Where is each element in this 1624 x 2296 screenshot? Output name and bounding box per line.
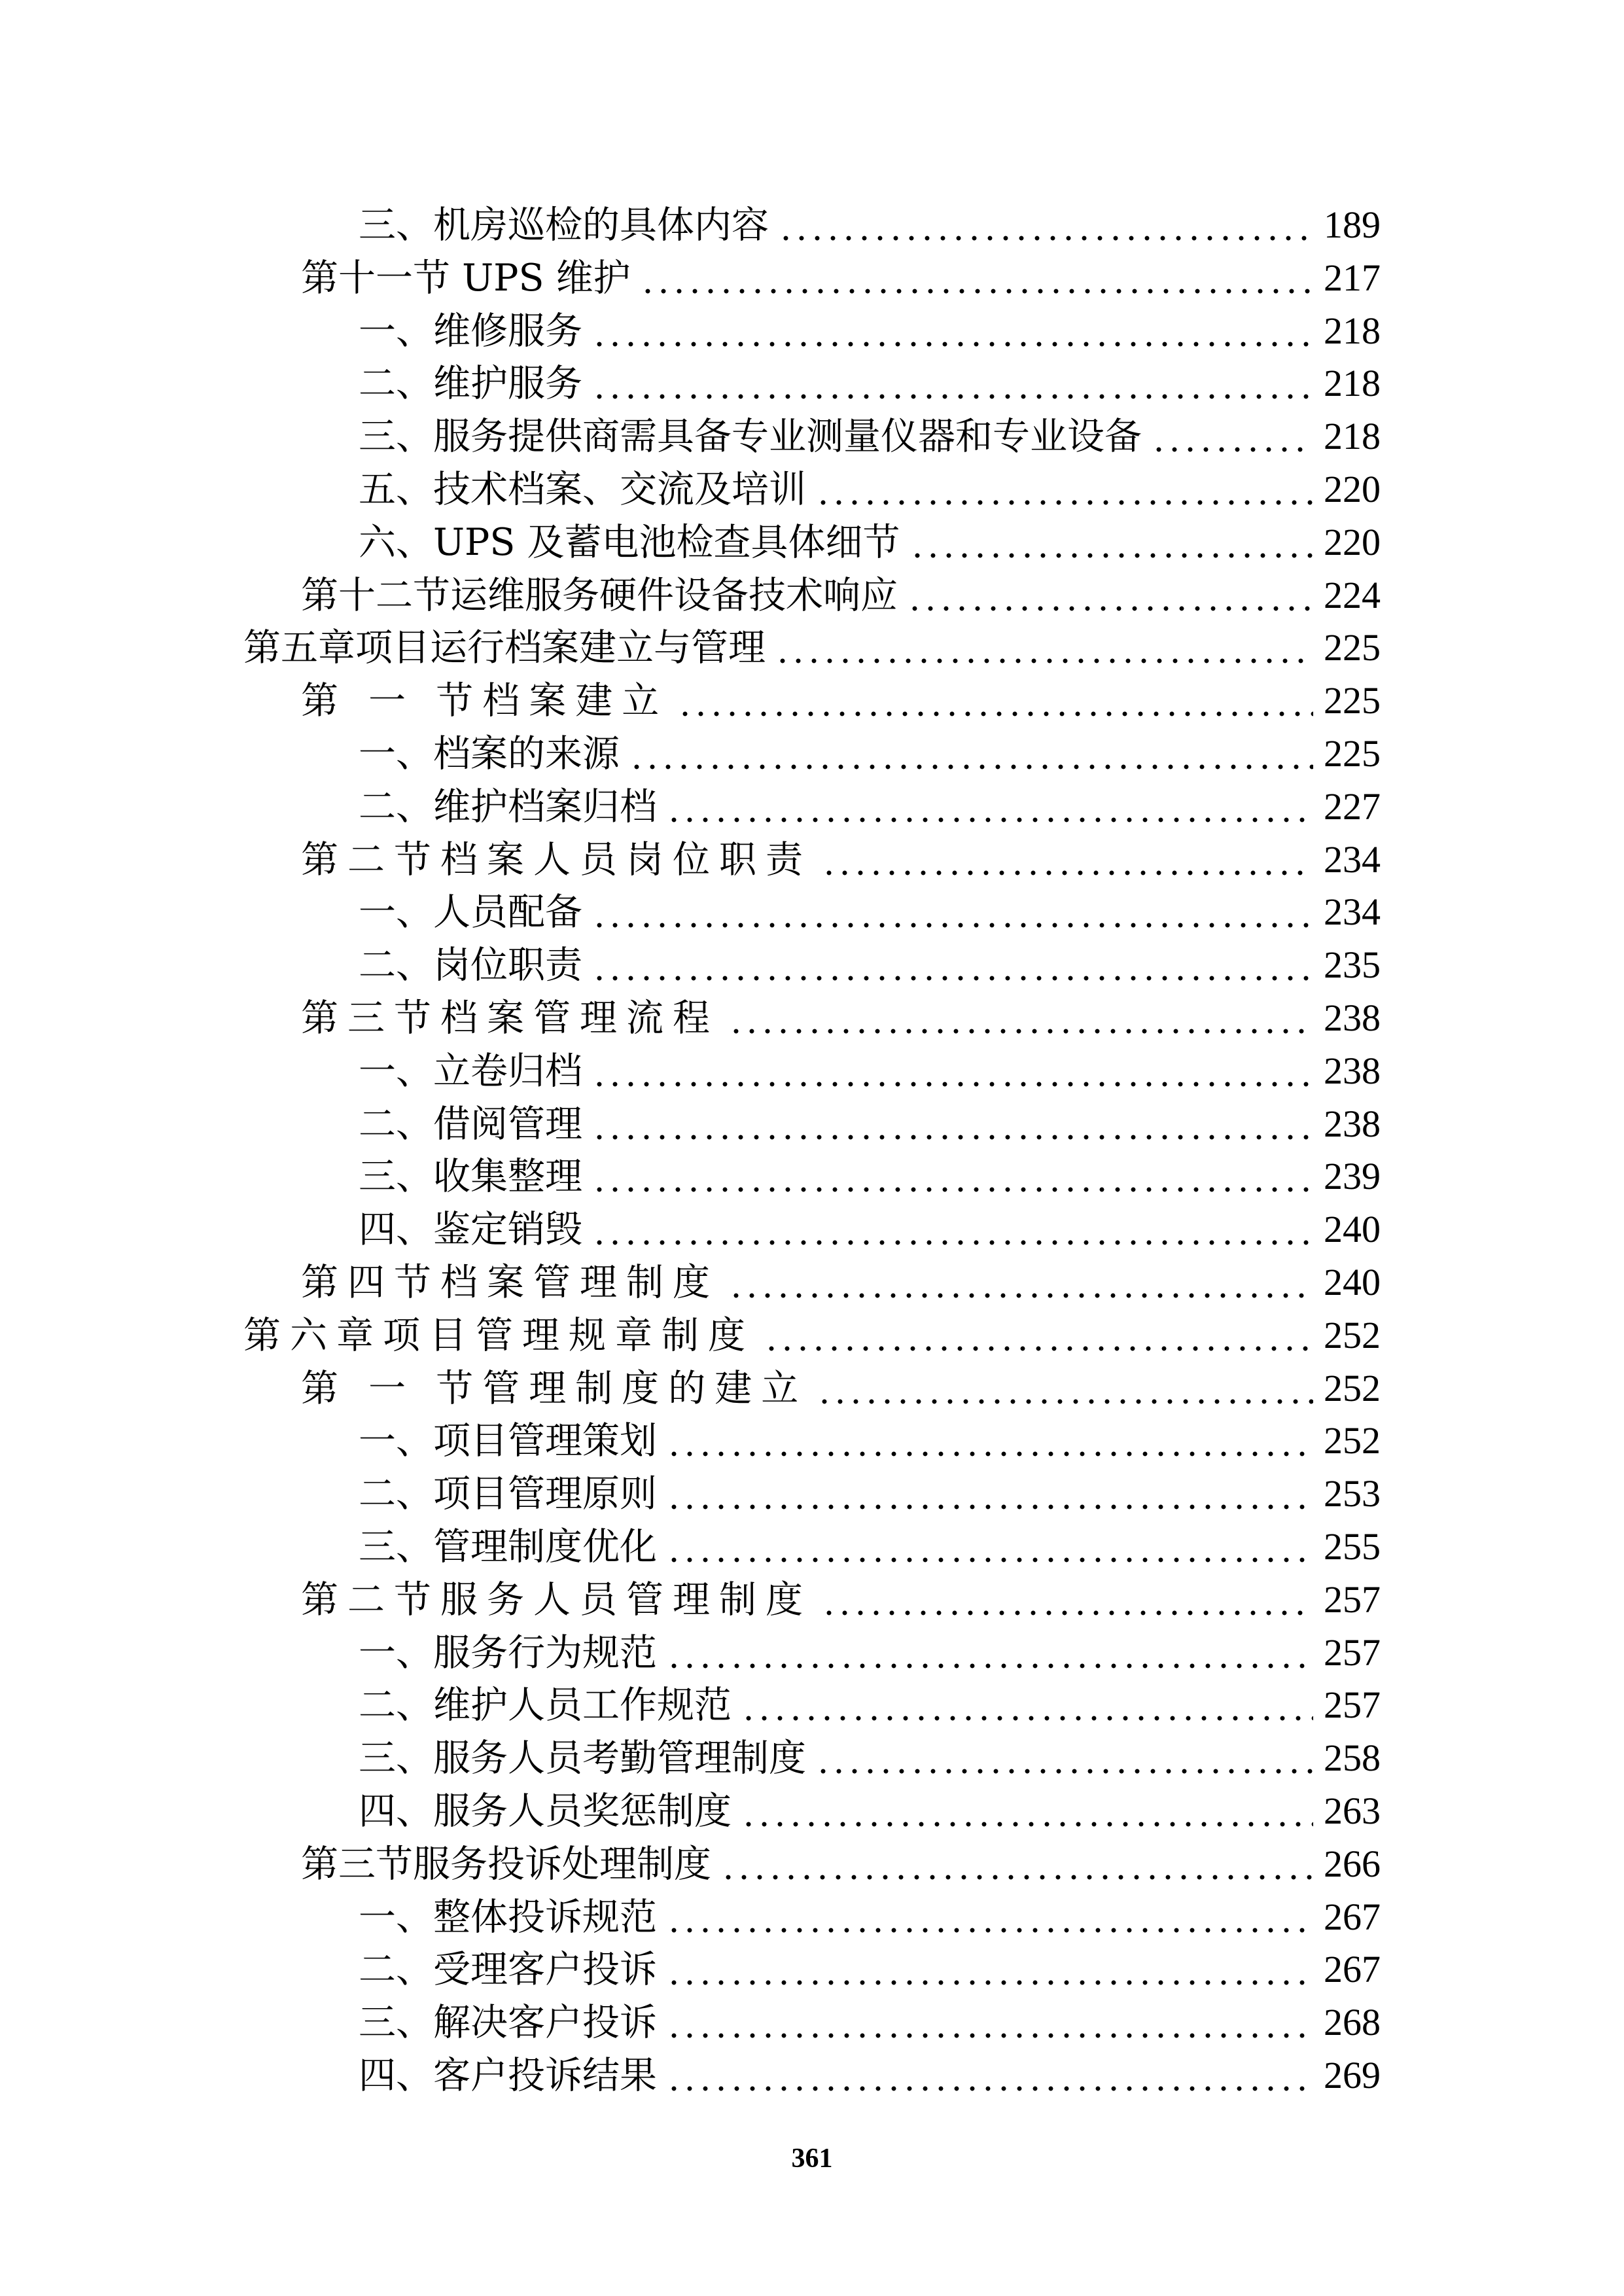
toc-entry[interactable] xyxy=(359,1150,1381,1203)
toc-entry-title: 一、档案的来源 xyxy=(359,732,620,775)
toc-entry-title: 六、UPS 及蓄电池检查具体细节 xyxy=(359,520,900,564)
toc-entry[interactable] xyxy=(359,728,1381,780)
toc-entry[interactable] xyxy=(301,1838,1381,1890)
toc-entry[interactable] xyxy=(359,886,1381,938)
toc-entry-title: 三、管理制度优化 xyxy=(359,1525,657,1568)
toc-entry-page: 267 xyxy=(1324,1895,1381,1938)
toc-leader-dots xyxy=(728,1256,1313,1309)
page-number: 361 xyxy=(791,2144,833,2174)
toc-entry[interactable] xyxy=(359,1468,1381,1520)
toc-entry-page: 257 xyxy=(1324,1684,1381,1727)
toc-entry-title: 第六章项目管理规章制度 xyxy=(243,1313,754,1357)
toc-entry-page: 189 xyxy=(1324,203,1381,246)
toc-entry-page: 238 xyxy=(1324,1102,1381,1145)
toc-leader-dots xyxy=(741,1785,1313,1837)
toc-entry-title: 第四节档案管理制度 xyxy=(301,1261,719,1304)
toc-entry-title: 二、项目管理原则 xyxy=(359,1472,657,1516)
toc-entry[interactable] xyxy=(359,1996,1381,2049)
toc-entry-page: 234 xyxy=(1324,838,1381,881)
toc-leader-dots xyxy=(909,516,1313,569)
toc-entry[interactable] xyxy=(359,1521,1381,1573)
toc-leader-dots xyxy=(666,1943,1313,1996)
toc-entry-page: 238 xyxy=(1324,1049,1381,1092)
toc-entry-page: 268 xyxy=(1324,2001,1381,2044)
toc-entry-title: 三、机房巡检的具体内容 xyxy=(359,203,769,247)
toc-entry-page: 225 xyxy=(1324,679,1381,722)
toc-entry-title: 第十一节 UPS 维护 xyxy=(301,256,631,300)
toc-entry-title: 二、借阅管理 xyxy=(359,1102,582,1146)
toc-entry-title: 第二节服务人员管理制度 xyxy=(301,1578,812,1621)
toc-entry[interactable] xyxy=(359,1943,1381,1996)
toc-leader-dots xyxy=(591,305,1313,357)
toc-leader-dots xyxy=(666,1468,1313,1520)
toc-entry[interactable] xyxy=(359,1203,1381,1256)
toc-entry-title: 一、项目管理策划 xyxy=(359,1419,657,1463)
toc-leader-dots xyxy=(821,834,1313,886)
toc-entry-page: 239 xyxy=(1324,1155,1381,1198)
toc-leader-dots xyxy=(821,1574,1313,1626)
toc-leader-dots xyxy=(666,781,1313,833)
toc-entry-title: 二、岗位职责 xyxy=(359,944,582,987)
toc-entry-page: 252 xyxy=(1324,1313,1381,1356)
toc-entry-page: 225 xyxy=(1324,732,1381,775)
toc-entry[interactable] xyxy=(359,357,1381,410)
toc-entry[interactable] xyxy=(359,1732,1381,1784)
toc-entry-title: 第十二节运维服务硬件设备技术响应 xyxy=(301,573,898,617)
toc-entry-page: 240 xyxy=(1324,1208,1381,1251)
toc-entry-title: 第 一 节管理制度的建立 xyxy=(301,1366,808,1410)
toc-entry-title: 第五章项目运行档案建立与管理 xyxy=(243,626,766,670)
toc-leader-dots xyxy=(666,2049,1313,2102)
toc-entry-page: 218 xyxy=(1324,362,1381,405)
toc-leader-dots xyxy=(815,463,1313,516)
toc-entry[interactable] xyxy=(359,1098,1381,1150)
toc-entry[interactable] xyxy=(359,305,1381,357)
toc-entry[interactable] xyxy=(359,1891,1381,1943)
toc-entry-page: 227 xyxy=(1324,785,1381,828)
toc-entry-page: 218 xyxy=(1324,415,1381,458)
toc-leader-dots xyxy=(728,992,1313,1044)
toc-entry-page: 252 xyxy=(1324,1419,1381,1462)
toc-leader-dots xyxy=(591,357,1313,410)
toc-entry-title: 五、技术档案、交流及培训 xyxy=(359,468,806,511)
toc-entry-title: 第二节档案人员岗位职责 xyxy=(301,838,812,881)
toc-entry[interactable] xyxy=(359,1679,1381,1731)
toc-entry[interactable] xyxy=(301,252,1381,304)
toc-entry[interactable] xyxy=(301,569,1381,622)
toc-leader-dots xyxy=(764,1309,1313,1362)
toc-entry-page: 257 xyxy=(1324,1631,1381,1674)
toc-entry[interactable] xyxy=(301,992,1381,1044)
toc-entry[interactable] xyxy=(359,1785,1381,1837)
toc-entry-title: 二、维护人员工作规范 xyxy=(359,1684,732,1727)
toc-entry-title: 三、服务人员考勤管理制度 xyxy=(359,1737,806,1780)
toc-entry[interactable] xyxy=(243,1309,1381,1362)
toc-leader-dots xyxy=(741,1679,1313,1731)
toc-entry-page: 266 xyxy=(1324,1842,1381,1885)
toc-entry[interactable] xyxy=(359,939,1381,991)
toc-entry-title: 第 一 节档案建立 xyxy=(301,679,669,723)
toc-leader-dots xyxy=(591,1098,1313,1150)
toc-entry[interactable] xyxy=(301,675,1381,727)
toc-entry-page: 255 xyxy=(1324,1525,1381,1568)
toc-entry[interactable] xyxy=(359,199,1381,251)
toc-entry[interactable] xyxy=(359,1045,1381,1097)
toc-entry-title: 二、维护档案归档 xyxy=(359,785,657,828)
toc-entry-page: 238 xyxy=(1324,997,1381,1039)
toc-leader-dots xyxy=(817,1362,1313,1415)
toc-entry-title: 三、解决客户投诉 xyxy=(359,2001,657,2045)
toc-entry-page: 269 xyxy=(1324,2054,1381,2096)
toc-leader-dots xyxy=(591,1203,1313,1256)
toc-entry-page: 218 xyxy=(1324,309,1381,352)
toc-entry-page: 257 xyxy=(1324,1578,1381,1621)
toc-entry-page: 267 xyxy=(1324,1948,1381,1991)
toc-entry-title: 三、收集整理 xyxy=(359,1155,582,1199)
toc-leader-dots xyxy=(591,886,1313,938)
toc-entry-page: 224 xyxy=(1324,573,1381,616)
toc-entry[interactable] xyxy=(359,2049,1381,2102)
toc-entry-page: 240 xyxy=(1324,1261,1381,1303)
toc-entry[interactable] xyxy=(301,1362,1381,1415)
toc-entry-page: 220 xyxy=(1324,520,1381,563)
toc-entry[interactable] xyxy=(301,1574,1381,1626)
toc-entry[interactable] xyxy=(359,781,1381,833)
toc-leader-dots xyxy=(629,728,1313,780)
toc-entry[interactable] xyxy=(359,516,1381,569)
toc-entry-title: 二、维护服务 xyxy=(359,362,582,406)
toc-entry-page: 258 xyxy=(1324,1737,1381,1780)
toc-entry-title: 一、服务行为规范 xyxy=(359,1631,657,1674)
toc-leader-dots xyxy=(907,569,1313,622)
toc-entry-title: 四、服务人员奖惩制度 xyxy=(359,1790,732,1833)
toc-entry-title: 四、客户投诉结果 xyxy=(359,2054,657,2097)
toc-leader-dots xyxy=(666,1891,1313,1943)
toc-entry[interactable] xyxy=(359,463,1381,516)
toc-entry-title: 四、鉴定销毁 xyxy=(359,1208,582,1252)
toc-entry[interactable] xyxy=(301,1256,1381,1309)
toc-leader-dots xyxy=(666,1415,1313,1467)
toc-entry-title: 第三节服务投诉处理制度 xyxy=(301,1842,711,1886)
toc-entry-title: 一、整体投诉规范 xyxy=(359,1895,657,1939)
toc-leader-dots xyxy=(666,1627,1313,1679)
toc-leader-dots xyxy=(778,199,1313,251)
toc-leader-dots xyxy=(775,622,1313,674)
toc-leader-dots xyxy=(720,1838,1313,1890)
toc-entry-title: 一、立卷归档 xyxy=(359,1049,582,1093)
toc-entry[interactable] xyxy=(359,1415,1381,1467)
toc-entry[interactable] xyxy=(301,834,1381,886)
toc-entry-title: 一、维修服务 xyxy=(359,309,582,353)
toc-entry[interactable] xyxy=(243,622,1381,674)
toc-entry-title: 三、服务提供商需具备专业测量仪器和专业设备 xyxy=(359,415,1142,459)
toc-leader-dots xyxy=(666,1521,1313,1573)
toc-entry-title: 第三节档案管理流程 xyxy=(301,997,719,1040)
toc-entry[interactable] xyxy=(359,1627,1381,1679)
toc-leader-dots xyxy=(591,1150,1313,1203)
toc-leader-dots xyxy=(666,1996,1313,2049)
toc-entry-page: 252 xyxy=(1324,1366,1381,1409)
toc-entry[interactable] xyxy=(359,410,1381,463)
toc-leader-dots xyxy=(815,1732,1313,1784)
toc-leader-dots xyxy=(640,252,1313,304)
toc-leader-dots xyxy=(1151,410,1313,463)
toc-leader-dots xyxy=(677,675,1313,727)
toc-entry-title: 一、人员配备 xyxy=(359,891,582,934)
toc-entry-page: 263 xyxy=(1324,1790,1381,1832)
toc-entry-page: 225 xyxy=(1324,626,1381,669)
toc-entry-page: 220 xyxy=(1324,468,1381,510)
toc-entry-page: 234 xyxy=(1324,891,1381,934)
toc-leader-dots xyxy=(591,1045,1313,1097)
toc-entry-page: 235 xyxy=(1324,944,1381,987)
toc-entry-page: 253 xyxy=(1324,1472,1381,1515)
toc-entry-title: 二、受理客户投诉 xyxy=(359,1948,657,1992)
toc-entry-page: 217 xyxy=(1324,256,1381,299)
toc-leader-dots xyxy=(591,939,1313,991)
